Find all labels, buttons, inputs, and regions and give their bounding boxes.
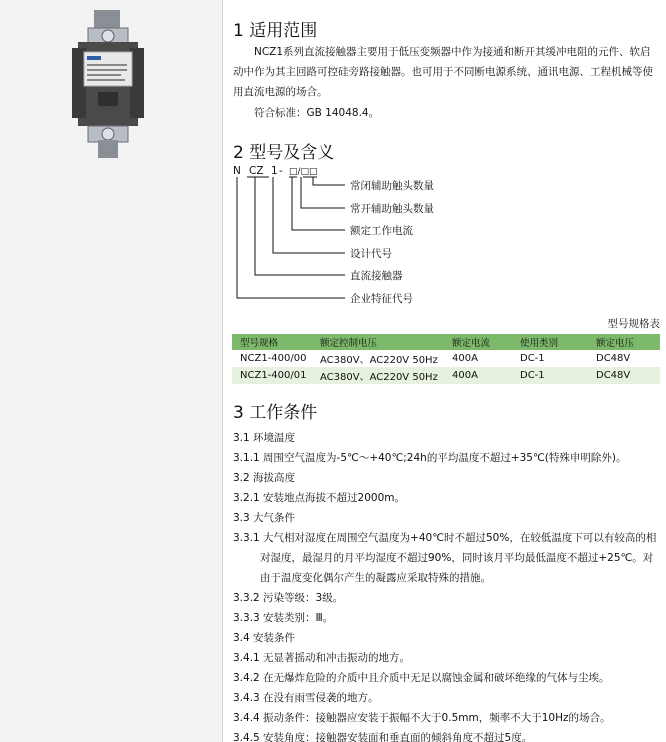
table-header-row: [232, 334, 660, 350]
list-item: 3.3.3 安装类别：Ⅲ。: [233, 612, 334, 624]
table-cell: DC48V: [588, 367, 660, 384]
spec-table: [232, 334, 660, 384]
content: [224, 0, 666, 742]
table-header: 型号规格: [232, 334, 312, 350]
table-caption: 型号规格表: [607, 318, 660, 330]
list-item: 3.1.1 周围空气温度为-5℃～+40℃;24h的平均温度不超过+35℃(特殊申明除外)。: [233, 452, 627, 464]
label-enterprise-code: 企业特征代号: [350, 293, 413, 305]
label-dc-contactor: 直流接触器: [350, 270, 403, 282]
list-item: 3.4.1 无显著摇动和冲击振动的地方。: [233, 652, 411, 664]
code-n: N: [233, 165, 241, 177]
list-item: 3.1 环境温度: [233, 432, 296, 444]
table-cell: 400A: [444, 367, 512, 384]
left-panel: [0, 0, 223, 742]
table-cell: AC380V、AC220V 50Hz: [312, 367, 444, 384]
list-item: 3.4.4 振动条件：接触器应安装于振幅不大于0.5mm，频率不大于10Hz的场合。: [233, 712, 611, 724]
label-nc-aux: 常闭辅助触头数量: [350, 180, 434, 192]
table-cell: NCZ1-400/00: [240, 353, 307, 364]
table-cell: AC380V、AC220V 50Hz: [320, 355, 438, 366]
contactor-product-image: [58, 8, 156, 162]
section3-heading: 3 工作条件: [233, 403, 318, 423]
code-dash: -: [279, 165, 283, 177]
code-suffix: □/□□: [289, 167, 318, 177]
list-item: 3.3 大气条件: [233, 512, 296, 524]
list-item: 3.3.2 污染等级：3级。: [233, 592, 344, 604]
label-rated-current: 额定工作电流: [350, 225, 413, 237]
table-cell: NCZ1-400/01: [232, 367, 312, 384]
code-1: 1: [271, 165, 278, 177]
table-header: 额定电压: [588, 334, 660, 350]
table-row: [232, 367, 660, 384]
list-item: 3.2 海拔高度: [233, 472, 296, 484]
table-cell: DC48V: [596, 353, 631, 364]
list-item: 3.4.3 在没有雨雪侵袭的地方。: [233, 692, 379, 704]
table-cell: DC-1: [512, 367, 588, 384]
list-item: 3.2.1 安装地点海拔不超过2000m。: [233, 492, 406, 504]
list-item: 3.4.5 安装角度：接触器安装面和垂直面的倾斜角度不超过5度。: [233, 732, 533, 742]
section1-paragraph: NCZ1系列直流接触器主要用于低压变频器中作为接通和断开其缓冲电阻的元件、软启动中作为其主回路可控硅旁路接触器。也可用于不同断电源系统、通讯电源、工程机械等使用直流电源的场合。: [233, 46, 653, 98]
section2-heading: 2 型号及含义: [233, 143, 335, 163]
section1-standard: 符合标准：GB 14048.4。: [254, 107, 380, 119]
table-header: 额定控制电压: [312, 334, 444, 350]
model-code-diagram: [233, 162, 533, 312]
label-no-aux: 常开辅助触头数量: [350, 203, 434, 215]
list-item: 3.3.1 大气相对湿度在周围空气温度为+40℃时不超过50%，在较低温度下可以有较高的相对湿度，最湿月的月平均湿度不超过90%，同时该月平均最低温度不超过+25℃。对由于温度变化偶尔产生的凝露应采取特殊的措施。: [233, 532, 657, 584]
table-cell: DC-1: [520, 353, 545, 364]
conditions-list: [233, 428, 663, 742]
table-cell: 400A: [452, 353, 478, 364]
label-design-code: 设计代号: [350, 248, 392, 260]
list-item: 3.4 安装条件: [233, 632, 296, 644]
section1-heading: 1 适用范围: [233, 21, 318, 41]
list-item: 3.4.2 在无爆炸危险的介质中且介质中无足以腐蚀金属和破坏绝缘的气体与尘埃。: [233, 672, 610, 684]
table-header: 额定电流: [444, 334, 512, 350]
table-row: [232, 350, 660, 367]
code-cz: CZ: [249, 165, 264, 177]
table-header: 使用类别: [512, 334, 588, 350]
